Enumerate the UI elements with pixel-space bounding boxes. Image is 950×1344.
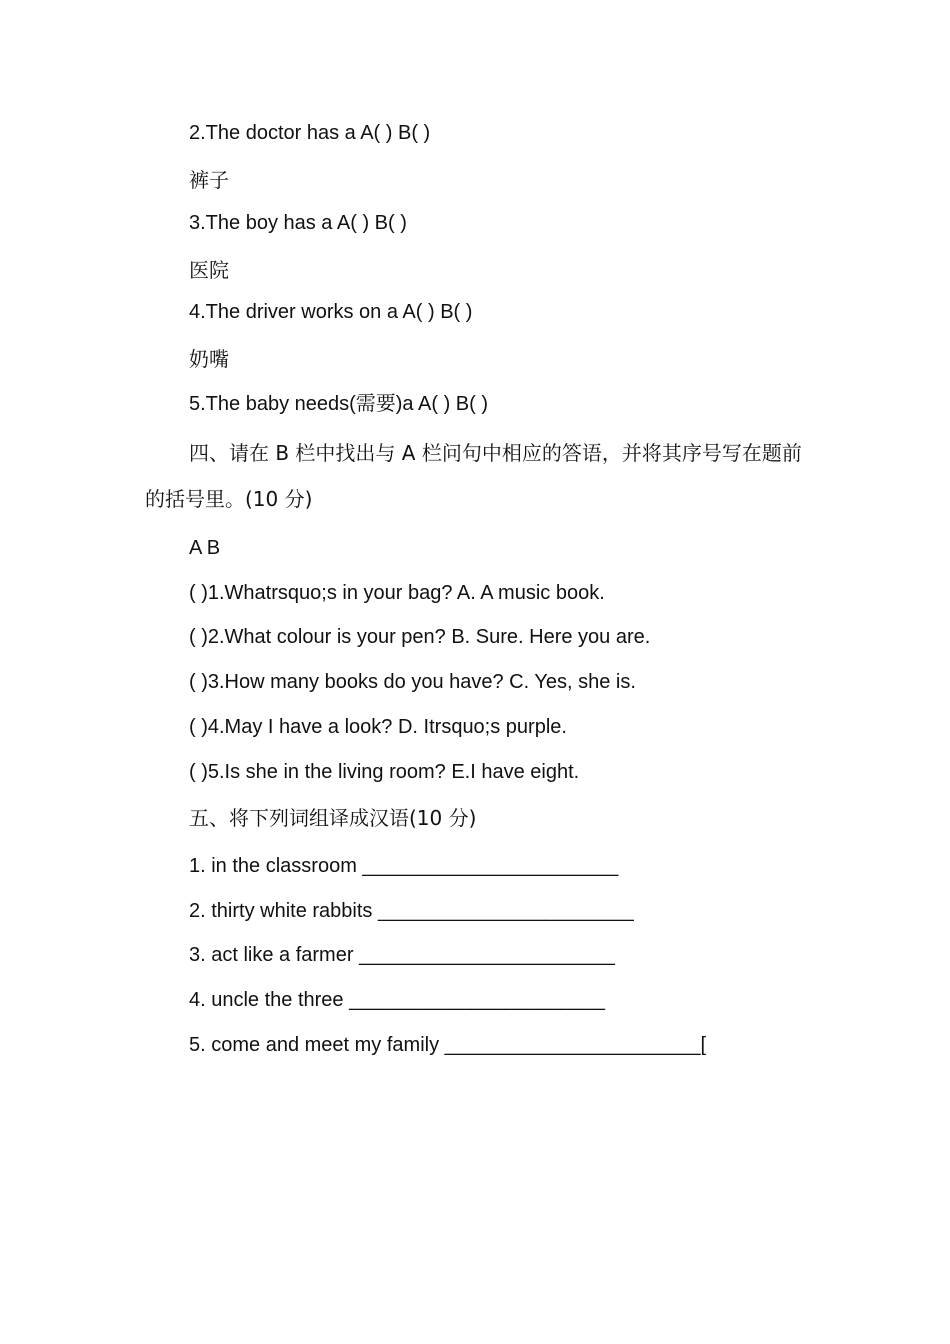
translate-item-2: 2. thirty white rabbits _______________________ [189,900,634,922]
translate-item-3: 3. act like a farmer _______________________ [189,944,615,966]
translate-item-4: 4. uncle the three _______________________ [189,989,605,1011]
match-item-3: ( )3.How many books do you have? C. Yes, she is. [189,671,636,693]
word-hospital: 医院 [189,258,229,282]
translate-item-5: 5. come and meet my family _______________________[ [189,1034,707,1056]
match-item-2: ( )2.What colour is your pen? B. Sure. Here you are. [189,626,651,648]
question-2: 2.The doctor has a A( ) B( ) [189,122,431,144]
section-5-instruction: 五、将下列词组译成汉语(10 分) [189,806,477,830]
section-4-column-header: A B [189,537,221,559]
question-5: 5.The baby needs(需要)a A( ) B( ) [189,393,489,415]
word-pacifier: 奶嘴 [189,347,229,371]
word-pants: 裤子 [189,168,229,192]
question-4: 4.The driver works on a A( ) B( ) [189,301,473,323]
translate-item-1: 1. in the classroom _______________________ [189,855,619,877]
question-3: 3.The boy has a A( ) B( ) [189,212,407,234]
match-item-4: ( )4.May I have a look? D. Itrsquo;s purple. [189,716,567,738]
section-4-instruction: 四、请在 B 栏中找出与 A 栏问句中相应的答语，并将其序号写在题前的括号里。(10 分) [145,441,802,511]
match-item-5: ( )5.Is she in the living room? E.I have eight. [189,761,580,783]
match-item-1: ( )1.Whatrsquo;s in your bag? A. A music book. [189,582,605,604]
